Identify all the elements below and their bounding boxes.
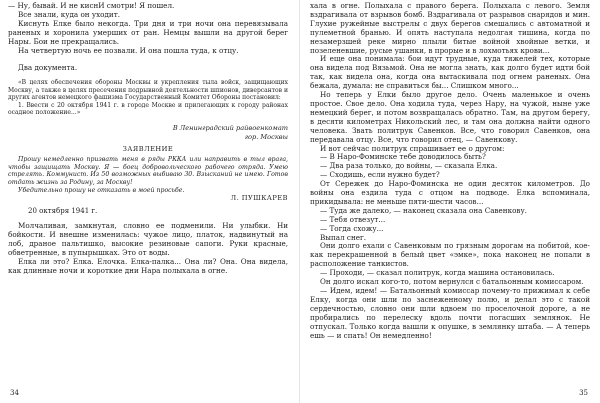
- dialogue-line: — Проходи, — сказал политрук, когда машина остановилась.: [320, 268, 555, 278]
- decree-text: 1. Ввести с 20 октября 1941 г. в городе Москве и прилегающих к городу районах осадное положение...»: [8, 101, 288, 116]
- right-page: [304, 0, 600, 403]
- statement-block: [8, 156, 288, 194]
- page-number: 35: [579, 389, 588, 397]
- paragraph: На четвертую ночь ее позвали. И она пошла туда, к отцу.: [18, 45, 239, 55]
- statement-date: 20 октября 1941 г.: [28, 207, 98, 216]
- paragraph: И еще она понимала: бои идут трудные, куда тяжелей тех, которые она видела под Вязьмой. Она не могла знать, как долго будет идти бой так, как видела она, когда она вытаскивала под огнем раненых. Она бежала, думала: не справиться бы... Слишком много...: [310, 54, 590, 91]
- left-page: [0, 0, 296, 403]
- paragraph: И вот сейчас политрук спрашивает ее о другом:: [320, 143, 505, 153]
- paragraph: Все знали, куда он уходит.: [18, 9, 120, 19]
- dialogue-line: — Туда же далеко, — наконец сказала она Савенкову.: [320, 205, 527, 215]
- decree-block: [8, 79, 288, 116]
- gutter-divider: [299, 0, 300, 403]
- dialogue-line: — Тогда схожу...: [320, 223, 384, 233]
- statement-closing: Убедительно прошу не отказать в моей просьбе.: [18, 186, 185, 194]
- statement-body: Прошу немедленно призвать меня в ряды РККА или направить в тыл врага, чтобы защищать Москву. Я — боец добровольческого рабочего отряда. Умею стрелять. Коммунист. Из 50 возможных выбиваю 30. Взысканий не имею. Готов отдать жизнь за Родину, за Москву!: [8, 156, 288, 186]
- page-number: 34: [10, 389, 19, 397]
- paragraph: Но теперь у Елки было другое дело. Очень маленькое и очень простое. Свое дело. Она ходила туда, через Нару, на чужой, ныне уже немецкий берег, и потом возвращалась обратно. Там, на другом берегу, в десяти километрах Никольский лес, и там она должна найти одного человека. Звать политрук Савенков. Все, что говорил Савенков, она передавала отцу. Все, что говорил отец, — Савенкову.: [310, 90, 590, 144]
- paragraph: Молчаливая, замкнутая, словно ее подменили. Ни улыбки. Ни бойкости. И внешне изменилась: чужое лицо, платок, надвинутый на лоб, драное пальтишко, высокие резиновые сапоги. Руки красные, обветренные, в пупырышках. Это от воды.: [8, 220, 288, 257]
- paragraph: — Ну, бывай. И не киснИ смотри! Я пошел.: [8, 1, 175, 10]
- paragraph: Выпал снег.: [320, 232, 367, 242]
- recipient-line: гор. Москвы: [244, 132, 288, 141]
- dialogue-line: — Два раза только, до войны, — сказала Елка.: [320, 161, 498, 171]
- dialogue-line: — В Наро-Фоминске тебе доводилось быть?: [320, 152, 486, 162]
- decree-text: «В целях обеспечения обороны Москвы и укрепления тыла войск, защищающих Москву, а также в целях пресечения подрывной деятельности шпионов, диверсантов и других агентов немецкого фашизма Государственный Комитет Обороны постановил:: [8, 79, 288, 102]
- paragraph: Елка ли это? Елка. Елочка. Елка-палка... Она ли? Она. Она видела, как длинные ночи и короткие дни Нара полыхала в огне.: [8, 256, 288, 275]
- two-documents-heading: Два документа.: [18, 63, 78, 73]
- dialogue-line: — Тебя отвезут...: [320, 214, 386, 224]
- paragraph: Они долго ехали с Савенковым по грязным дорогам на побитой, кое-как перекрашенной в белый цвет «эмке», пока наконец не попали в расположение танкистов.: [310, 241, 590, 269]
- dialogue-line: — Сходишь, если нужно будет?: [320, 170, 440, 180]
- paragraph: хала в огне. Полыхала с правого берега. Полыхала с левого. Земля вздрагивала от взрывов бомб. Вздрагивала от разрывов снарядов и мин. Глухие ружейные выстрелы с двух берегов смешались с автоматной и пулеметной бранью. И опять наступала недолгая тишина, когда по незамерзшей реке мирно плыли битые войной хвойные ветки, и позеленевшие, русые ушанки, в прорые и в лохмотьях крови...: [310, 1, 590, 55]
- right-column: [310, 2, 590, 340]
- paragraph: Киснуть Елке было некогда. Три дня и три ночи она перевязывала раненых и хоронила умерших от ран. Немцы вышли на другой берег Нары. Бои не прекращались.: [8, 18, 288, 46]
- statement-title: ЗАЯВЛЕНИЕ: [122, 145, 174, 154]
- paragraph: — Идем, идем! — Батальонный комиссар почему-то прижимал к себе Елку, когда они шли по заснеженному полю, и делал это с такой сердечностью, словно они шли вдвоем по проселочной дороге, а не пробирались по перелеску вдоль почти погасших землянок. Не отпускал. Только когда вышли к опушке, в землянку штаба. — А теперь ешь — и спать! Он немедленно!: [310, 286, 590, 340]
- left-column: [8, 2, 288, 275]
- recipient-line: В Ленинградский райвоенкомат: [172, 124, 288, 133]
- paragraph: Он долго искал кого-то, потом вернулся с батальонным комиссаром.: [320, 277, 584, 287]
- paragraph: От Сережек до Наро-Фоминска не один десяток километров. До войны она ездила туда с отцом на подводе. Елка вспоминала, прикидывала: не меньше пяти-шести часов...: [310, 179, 590, 206]
- signature: Л. ПУШКАРЕВ: [230, 194, 288, 203]
